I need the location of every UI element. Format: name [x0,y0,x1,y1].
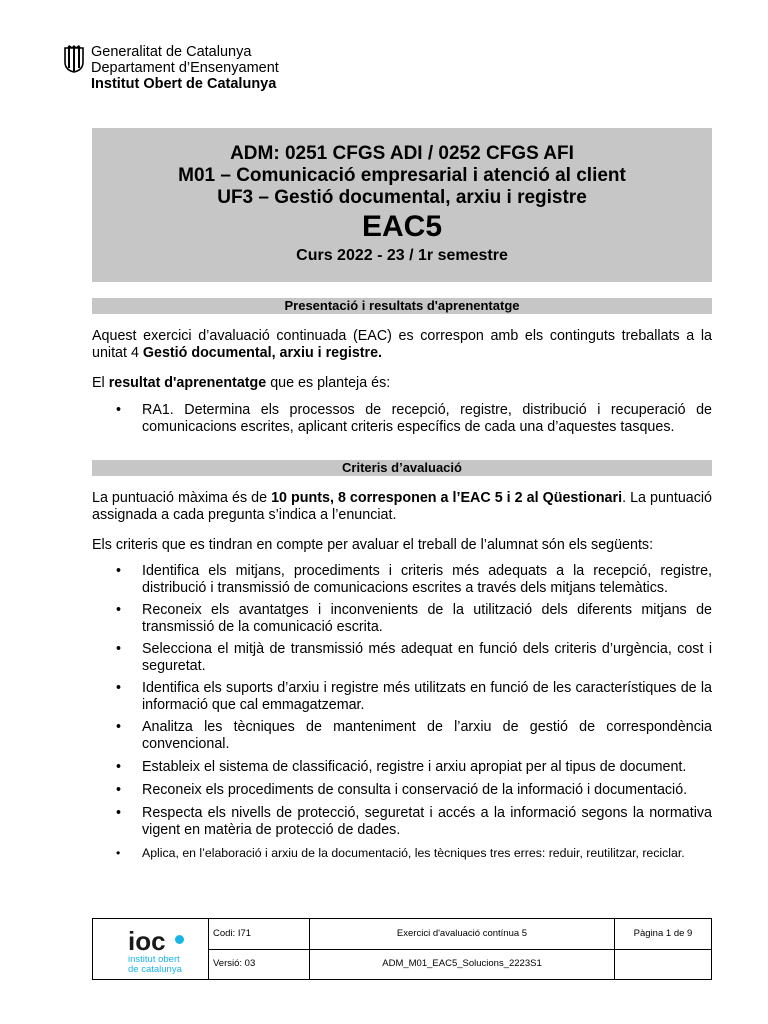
list-item [92,782,712,799]
footer-version: Versió: 03 [213,958,256,969]
bullet-icon: • [116,680,122,696]
footer-table [92,918,712,980]
bullet-icon: • [116,719,122,735]
ioc-sub-line-1: institut obert [128,954,180,965]
scoring-paragraph [92,490,712,524]
footer-page-number: Pàgina 1 de 9 [633,928,693,939]
bullet-icon: • [116,805,122,821]
list-item [92,602,712,636]
list-item [92,563,712,597]
criteria-intro: Els criteris que es tindran en compte per avaluar el treball de l’alumnat són els següents: [92,537,654,553]
course-label: Curs 2022 - 23 / 1r semestre [296,247,508,264]
section-heading-presentation: Presentació i resultats d'aprenentatge [92,298,712,314]
letterhead-line-3: Institut Obert de Catalunya [91,76,277,92]
letterhead-line-2: Departament d’Ensenyament [91,60,279,76]
list-item [92,759,712,776]
ioc-logo-subtitle [128,955,182,974]
ra1-text: RA1. Determina els processos de recepció, registre, distribució i recuperació de comunicacions escrites, aplicant criteris específics de cada una d’aquestes tasques. [142,402,712,435]
list-item [92,805,712,839]
title-line-2: M01 – Comunicació empresarial i atenció al client [178,165,626,186]
intro-bold: Gestió documental, arxiu i registre. [142,345,383,361]
bullet-icon: • [116,602,122,618]
criterion-text: Aplica, en l’elaboració i arxiu de la documentació, les tècniques tres erres: reduir, reutilitzar, reciclar. [142,846,685,860]
intro-text: Aquest exercici d’avaluació continuada (EAC) es correspon amb els continguts treballats a la unitat 4 [92,328,712,361]
title-box [92,128,712,282]
title-line-1: ADM: 0251 CFGS ADI / 0252 CFGS AFI [230,143,574,164]
bullet-icon: • [116,759,122,775]
ioc-logo-word: ioc [128,926,166,956]
bullet-icon: • [116,846,121,860]
title-line-3: UF3 – Gestió documental, arxiu i registre [217,187,587,208]
lo-pre: El [92,375,109,391]
criterion-text: Reconeix els avantatges i inconvenients de la utilització dels diferents mitjans de transmissió de la comunicació escrita. [142,602,712,635]
footer-code: Codi: I71 [213,928,252,939]
scoring-bold: 10 punts, 8 corresponen a l’EAC 5 i 2 al Qüestionari [271,490,623,506]
criterion-text: Identifica els mitjans, procediments i criteris més adequats a la recepció, registre, distribució i transmissió de comunicacions escrites a través dels mitjans telemàtics. [142,563,712,596]
list-item [92,641,712,675]
ioc-sub-line-2: de catalunya [128,963,182,975]
scoring-post: . La puntuació assignada a cada pregunta s’indica a l’enunciat. [92,490,712,523]
lo-bold: resultat d'aprenentatge [108,375,267,391]
bullet-icon: • [116,563,122,579]
ioc-logo [93,919,208,979]
bullet-icon: • [116,782,122,798]
criterion-text: Selecciona el mitjà de transmissió més adequat en funció dels criteris d’urgència, cost i seguretat. [142,641,712,674]
scoring-pre: La puntuació màxima és de [92,490,272,506]
learning-outcome-paragraph [92,375,712,392]
footer-filename: ADM_M01_EAC5_Solucions_2223S1 [382,958,542,969]
generalitat-seal-icon [64,45,84,73]
list-item [92,402,712,436]
criterion-text: Respecta els nivells de protecció, seguretat i accés a la informació segons la normativa vigent en matèria de protecció de dades. [142,805,712,838]
criterion-text: Reconeix els procediments de consulta i conservació de la informació i documentació. [142,782,688,798]
list-item [92,680,712,714]
list-item [92,845,712,862]
criterion-text: Estableix el sistema de classificació, registre i arxiu apropiat per al tipus de document. [142,759,687,775]
bullet-icon: • [116,402,122,418]
criterion-text: Identifica els suports d’arxiu i registre més utilitzats en funció de les característiques de la informació que cal emmagatzemar. [142,680,712,713]
intro-paragraph [92,328,712,362]
footer-logo-cell [93,919,209,979]
letterhead-line-1: Generalitat de Catalunya [91,44,252,60]
exercise-title: EAC5 [361,210,443,243]
ioc-dot-icon [175,935,184,944]
section-heading-criteria: Criteris d’avaluació [92,460,712,476]
list-item [92,719,712,753]
bullet-icon: • [116,641,122,657]
criterion-text: Analitza les tècniques de manteniment de l’arxiu de gestió de correspondència convencional. [142,719,712,752]
footer-document-title: Exercici d'avaluació contínua 5 [396,928,528,939]
lo-post: que es planteja és: [266,375,391,391]
